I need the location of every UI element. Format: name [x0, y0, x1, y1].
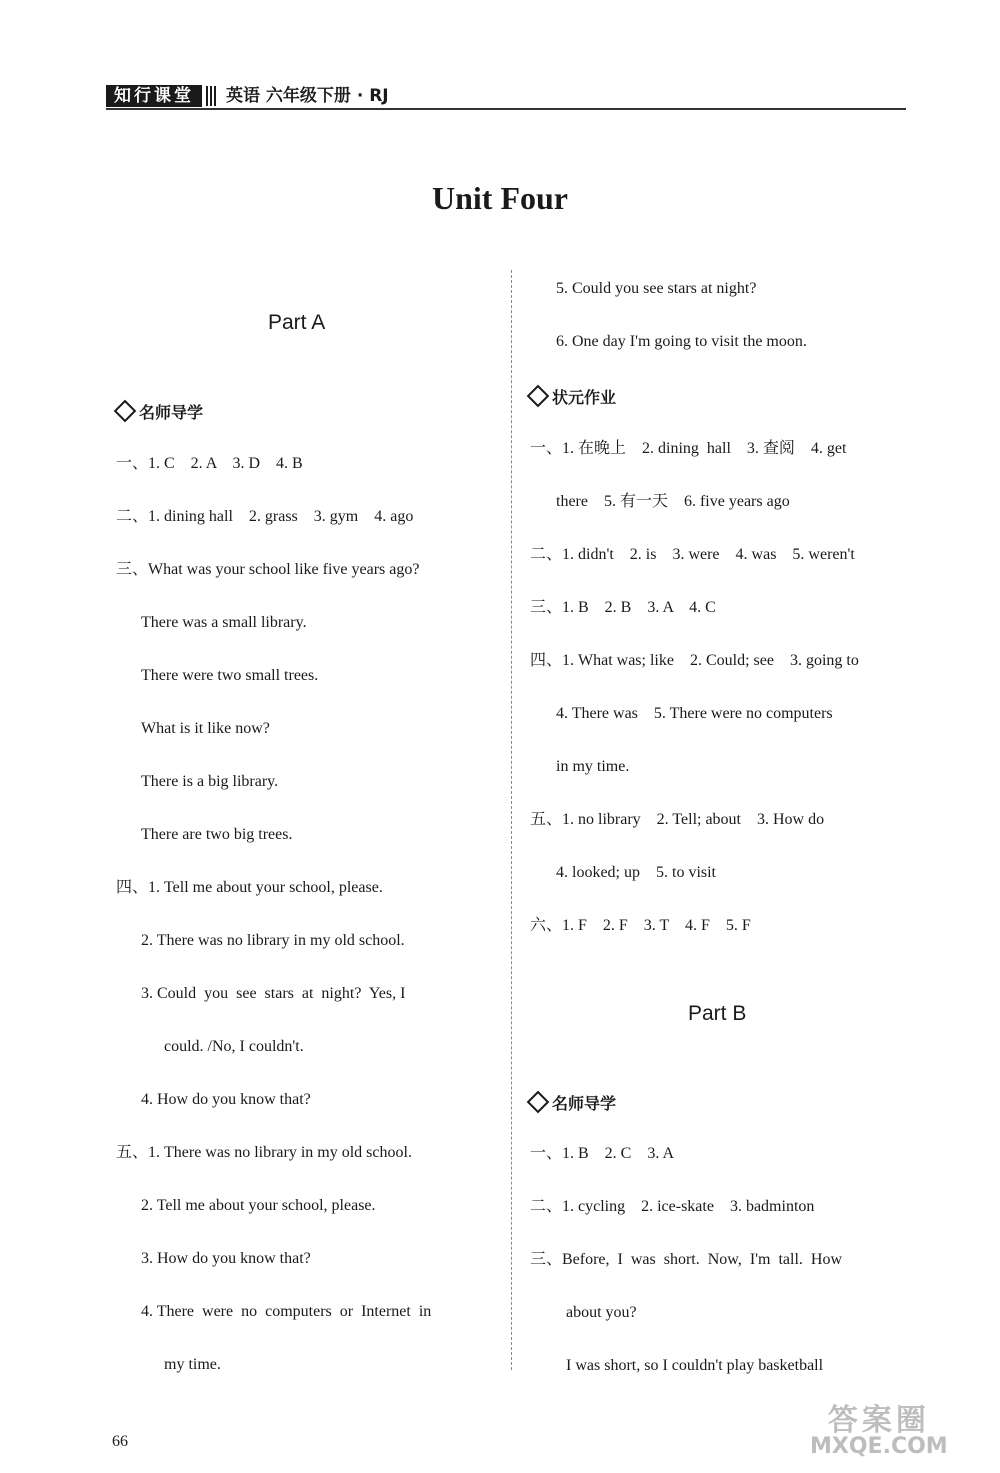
answer-line: in my time. [556, 758, 630, 775]
diamond-icon [114, 400, 137, 423]
answer-line: 4. looked; up 5. to visit [556, 864, 716, 881]
answer-line: 2. There was no library in my old school. [141, 932, 405, 949]
section-mingshi-daoxue-b [530, 1091, 616, 1114]
page-number: 66 [112, 1433, 128, 1450]
answer-line: 三、Before, I was short. Now, I'm tall. How [530, 1251, 843, 1268]
answer-line: I was short, so I couldn't play basketball [566, 1357, 824, 1374]
diamond-icon [527, 1091, 550, 1114]
answer-line: There was a small library. [141, 614, 307, 631]
section-label-text: 名师导学 [552, 1094, 617, 1113]
diamond-icon [527, 385, 550, 408]
answer-line: 四、1. What was; like 2. Could; see 3. going to [530, 652, 859, 669]
brand-label: 知行课堂 [106, 85, 202, 107]
answer-line: There is a big library. [141, 773, 279, 790]
answer-line: 4. How do you know that? [141, 1091, 311, 1108]
answer-line: 五、1. There was no library in my old school. [116, 1144, 412, 1161]
answer-line: 二、1. didn't 2. is 3. were 4. was 5. weren't [530, 546, 855, 563]
answer-line: 2. Tell me about your school, please. [141, 1197, 376, 1214]
answer-line: 一、1. C 2. A 3. D 4. B [116, 455, 303, 472]
answer-line: 4. There were no computers or Internet in [141, 1303, 432, 1320]
section-label-text: 状元作业 [552, 388, 617, 407]
answer-line: 一、1. B 2. C 3. A [530, 1145, 675, 1162]
watermark-url: MXQE.COM [810, 1434, 948, 1459]
watermark-logo: 答案圈 [827, 1403, 930, 1438]
answer-line: could. /No, I couldn't. [164, 1038, 304, 1055]
answer-line: 五、1. no library 2. Tell; about 3. How do [530, 811, 825, 828]
book-subtitle: 英语 六年级下册 · RJ [226, 86, 389, 106]
answer-line: 6. One day I'm going to visit the moon. [556, 333, 807, 350]
answer-line: 4. There was 5. There were no computers [556, 705, 833, 722]
header-rule [106, 108, 906, 110]
part-b-heading: Part B [688, 1002, 747, 1025]
section-label-text: 名师导学 [139, 403, 204, 422]
answer-line: 二、1. dining hall 2. grass 3. gym 4. ago [116, 508, 414, 525]
answer-line: There were two small trees. [141, 667, 319, 684]
watermark [810, 1403, 948, 1460]
answer-line: 一、1. 在晚上 2. dining hall 3. 查阅 4. get [530, 440, 847, 457]
answer-line: 三、1. B 2. B 3. A 4. C [530, 599, 716, 616]
answer-line: 3. How do you know that? [141, 1250, 311, 1267]
answer-line: 六、1. F 2. F 3. T 4. F 5. F [530, 917, 751, 934]
answer-line: 3. Could you see stars at night? Yes, I [141, 985, 406, 1002]
section-zhuangyuan-zuoye [530, 385, 616, 408]
answer-line: 三、What was your school like five years ago? [116, 561, 420, 578]
answer-line: There are two big trees. [141, 826, 293, 843]
section-mingshi-daoxue [117, 400, 203, 423]
answer-line: my time. [164, 1356, 221, 1373]
header-bars-decoration [206, 86, 218, 106]
answer-line: 二、1. cycling 2. ice-skate 3. badminton [530, 1198, 815, 1215]
unit-title: Unit Four [432, 180, 568, 216]
answer-line: What is it like now? [141, 720, 270, 737]
answer-line: 四、1. Tell me about your school, please. [116, 879, 383, 896]
part-a-heading: Part A [268, 311, 326, 334]
answer-line: about you? [566, 1304, 637, 1321]
page-header [106, 82, 906, 112]
answer-line: 5. Could you see stars at night? [556, 280, 757, 297]
column-divider [511, 270, 512, 1370]
answer-line: there 5. 有一天 6. five years ago [556, 493, 790, 510]
